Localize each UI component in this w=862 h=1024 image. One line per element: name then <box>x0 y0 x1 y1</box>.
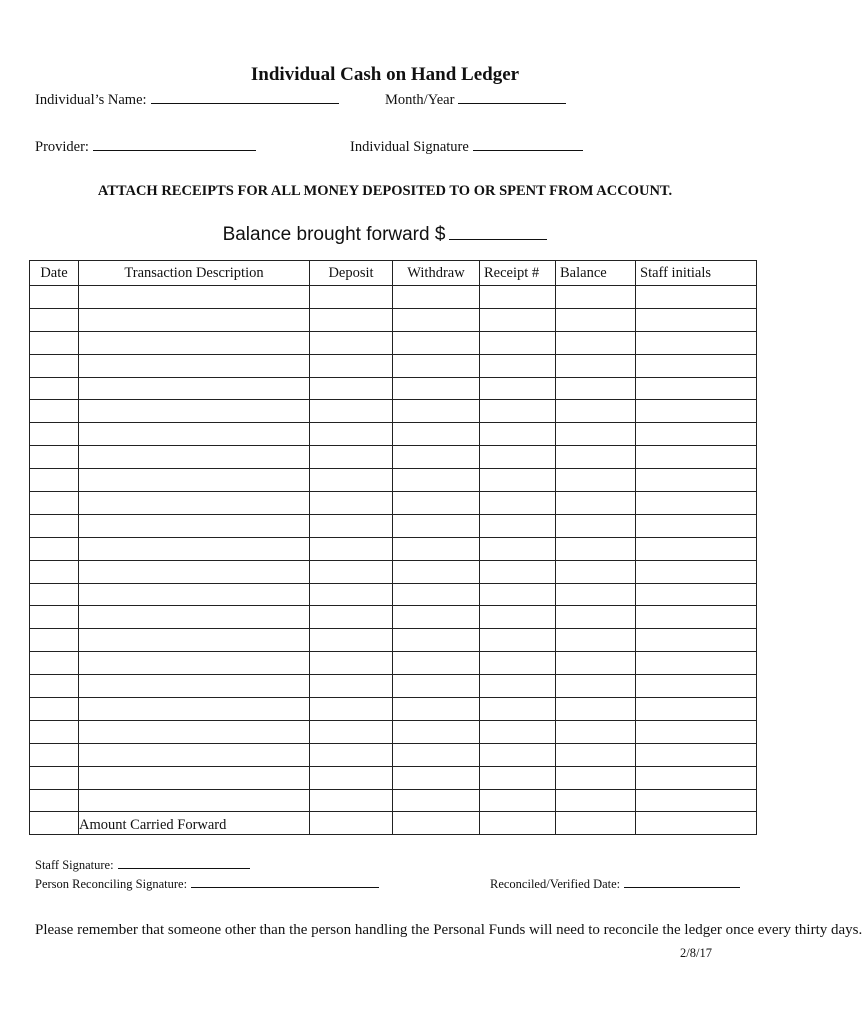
ledger-cell[interactable] <box>480 560 556 583</box>
individual-signature-input[interactable] <box>473 149 583 151</box>
ledger-cell[interactable] <box>30 698 79 721</box>
ledger-cell[interactable] <box>636 583 757 606</box>
carried-forward-row <box>30 812 757 835</box>
ledger-cell[interactable] <box>79 766 310 789</box>
carried-forward-cell[interactable] <box>636 812 757 835</box>
provider-field <box>35 139 256 156</box>
ledger-cell[interactable] <box>393 720 480 743</box>
ledger-cell[interactable] <box>556 446 636 469</box>
ledger-cell[interactable] <box>310 286 393 309</box>
ledger-cell[interactable] <box>556 377 636 400</box>
ledger-cell[interactable] <box>556 766 636 789</box>
table-row <box>30 629 757 652</box>
reconciled-date-input[interactable] <box>624 886 740 888</box>
ledger-cell[interactable] <box>30 423 79 446</box>
table-row <box>30 308 757 331</box>
ledger-cell[interactable] <box>480 537 556 560</box>
ledger-cell[interactable] <box>79 652 310 675</box>
ledger-cell[interactable] <box>310 789 393 812</box>
individual-name-label: Individual’s Name: <box>35 92 147 108</box>
person-reconciling-field <box>35 877 379 892</box>
table-row <box>30 698 757 721</box>
ledger-cell[interactable] <box>556 308 636 331</box>
month-year-input[interactable] <box>458 102 566 104</box>
table-row <box>30 606 757 629</box>
ledger-cell[interactable] <box>79 560 310 583</box>
ledger-cell[interactable] <box>30 377 79 400</box>
ledger-cell[interactable] <box>556 629 636 652</box>
provider-input[interactable] <box>93 149 256 151</box>
ledger-cell[interactable] <box>480 331 556 354</box>
ledger-cell[interactable] <box>393 331 480 354</box>
ledger-cell[interactable] <box>79 537 310 560</box>
ledger-cell[interactable] <box>30 766 79 789</box>
ledger-cell[interactable] <box>480 652 556 675</box>
staff-signature-label: Staff Signature: <box>35 858 114 872</box>
reconciled-date-label: Reconciled/Verified Date: <box>490 877 621 891</box>
ledger-cell[interactable] <box>79 308 310 331</box>
ledger-cell[interactable] <box>30 354 79 377</box>
provider-label: Provider: <box>35 139 89 155</box>
form-date: 2/8/17 <box>680 946 712 960</box>
ledger-cell[interactable] <box>480 354 556 377</box>
ledger-cell[interactable] <box>79 354 310 377</box>
table-row <box>30 583 757 606</box>
table-row <box>30 400 757 423</box>
individual-name-field <box>35 92 339 109</box>
ledger-cell[interactable] <box>79 583 310 606</box>
ledger-cell[interactable] <box>30 629 79 652</box>
header-transaction-description: Transaction Description <box>79 261 310 286</box>
ledger-cell[interactable] <box>480 583 556 606</box>
ledger-cell[interactable] <box>30 652 79 675</box>
ledger-cell[interactable] <box>636 308 757 331</box>
ledger-cell[interactable] <box>480 629 556 652</box>
ledger-cell[interactable] <box>310 377 393 400</box>
ledger-cell[interactable] <box>556 423 636 446</box>
ledger-cell[interactable] <box>30 514 79 537</box>
ledger-cell[interactable] <box>480 446 556 469</box>
ledger-table <box>29 260 757 835</box>
ledger-cell[interactable] <box>480 308 556 331</box>
amount-carried-forward-label: Amount Carried Forward <box>79 812 310 835</box>
ledger-cell[interactable] <box>480 606 556 629</box>
header-date: Date <box>30 261 79 286</box>
ledger-cell[interactable] <box>30 789 79 812</box>
ledger-cell[interactable] <box>30 400 79 423</box>
ledger-cell[interactable] <box>556 652 636 675</box>
ledger-cell[interactable] <box>636 469 757 492</box>
ledger-cell[interactable] <box>556 560 636 583</box>
ledger-cell[interactable] <box>30 446 79 469</box>
ledger-cell[interactable] <box>310 423 393 446</box>
ledger-cell[interactable] <box>480 720 556 743</box>
ledger-cell[interactable] <box>556 469 636 492</box>
table-row <box>30 377 757 400</box>
reconciled-date-field <box>490 877 740 892</box>
ledger-cell[interactable] <box>310 652 393 675</box>
header-withdraw: Withdraw <box>393 261 480 286</box>
carried-forward-cell[interactable] <box>556 812 636 835</box>
ledger-cell[interactable] <box>310 354 393 377</box>
ledger-cell[interactable] <box>79 469 310 492</box>
ledger-cell[interactable] <box>636 560 757 583</box>
ledger-cell[interactable] <box>310 308 393 331</box>
ledger-cell[interactable] <box>480 400 556 423</box>
individual-signature-label: Individual Signature <box>350 139 469 155</box>
staff-signature-field <box>35 858 250 873</box>
ledger-cell[interactable] <box>556 743 636 766</box>
ledger-cell[interactable] <box>310 583 393 606</box>
ledger-cell[interactable] <box>556 583 636 606</box>
individual-signature-field <box>350 139 583 156</box>
ledger-cell[interactable] <box>636 675 757 698</box>
ledger-cell[interactable] <box>636 652 757 675</box>
ledger-cell[interactable] <box>636 743 757 766</box>
ledger-cell[interactable] <box>636 537 757 560</box>
ledger-cell[interactable] <box>310 766 393 789</box>
ledger-cell[interactable] <box>636 766 757 789</box>
ledger-cell[interactable] <box>480 743 556 766</box>
ledger-cell[interactable] <box>393 652 480 675</box>
balance-forward-field <box>0 224 770 246</box>
ledger-cell[interactable] <box>79 629 310 652</box>
ledger-cell[interactable] <box>393 606 480 629</box>
ledger-cell[interactable] <box>636 331 757 354</box>
table-row <box>30 675 757 698</box>
ledger-cell[interactable] <box>30 743 79 766</box>
ledger-cell[interactable] <box>30 331 79 354</box>
ledger-cell[interactable] <box>393 583 480 606</box>
table-row <box>30 652 757 675</box>
reconcile-reminder: Please remember that someone other than the person handling the Personal Funds will need to reconcile the ledger once every thirty days. <box>35 922 862 938</box>
ledger-cell[interactable] <box>556 675 636 698</box>
ledger-cell[interactable] <box>393 743 480 766</box>
ledger-cell[interactable] <box>393 789 480 812</box>
ledger-cell[interactable] <box>393 629 480 652</box>
ledger-cell[interactable] <box>393 560 480 583</box>
ledger-cell[interactable] <box>480 423 556 446</box>
ledger-cell[interactable] <box>79 743 310 766</box>
ledger-cell[interactable] <box>310 331 393 354</box>
table-row <box>30 286 757 309</box>
ledger-cell[interactable] <box>556 789 636 812</box>
ledger-cell[interactable] <box>636 354 757 377</box>
ledger-cell[interactable] <box>79 720 310 743</box>
ledger-cell[interactable] <box>480 377 556 400</box>
ledger-cell[interactable] <box>79 675 310 698</box>
ledger-cell[interactable] <box>79 377 310 400</box>
ledger-cell[interactable] <box>556 400 636 423</box>
ledger-cell[interactable] <box>79 698 310 721</box>
ledger-cell[interactable] <box>30 469 79 492</box>
ledger-cell[interactable] <box>393 469 480 492</box>
ledger-cell[interactable] <box>393 308 480 331</box>
table-row <box>30 766 757 789</box>
ledger-cell[interactable] <box>636 606 757 629</box>
ledger-cell[interactable] <box>636 789 757 812</box>
ledger-cell[interactable] <box>556 354 636 377</box>
ledger-cell[interactable] <box>393 698 480 721</box>
ledger-cell[interactable] <box>30 606 79 629</box>
table-row <box>30 720 757 743</box>
table-row <box>30 492 757 515</box>
form-title: Individual Cash on Hand Ledger <box>250 64 520 85</box>
carried-forward-cell[interactable] <box>310 812 393 835</box>
ledger-cell[interactable] <box>480 766 556 789</box>
header-staff-initials: Staff initials <box>636 261 757 286</box>
header-balance: Balance <box>556 261 636 286</box>
ledger-cell[interactable] <box>310 743 393 766</box>
ledger-cell[interactable] <box>480 789 556 812</box>
ledger-cell[interactable] <box>636 423 757 446</box>
ledger-cell[interactable] <box>310 469 393 492</box>
ledger-cell[interactable] <box>30 308 79 331</box>
header-receipt-number: Receipt # <box>480 261 556 286</box>
ledger-cell[interactable] <box>393 354 480 377</box>
ledger-cell[interactable] <box>480 286 556 309</box>
ledger-cell[interactable] <box>79 423 310 446</box>
person-reconciling-input[interactable] <box>191 886 379 888</box>
ledger-cell[interactable] <box>636 720 757 743</box>
table-row <box>30 560 757 583</box>
ledger-cell[interactable] <box>310 514 393 537</box>
attach-receipts-notice: ATTACH RECEIPTS FOR ALL MONEY DEPOSITED TO OR SPENT FROM ACCOUNT. <box>97 183 673 199</box>
ledger-cell[interactable] <box>310 698 393 721</box>
ledger-cell[interactable] <box>310 606 393 629</box>
ledger-cell[interactable] <box>393 377 480 400</box>
ledger-cell[interactable] <box>79 400 310 423</box>
ledger-cell[interactable] <box>30 675 79 698</box>
ledger-cell[interactable] <box>30 492 79 515</box>
ledger-cell[interactable] <box>556 698 636 721</box>
carried-forward-cell[interactable] <box>393 812 480 835</box>
ledger-cell[interactable] <box>393 766 480 789</box>
table-row <box>30 446 757 469</box>
balance-forward-input[interactable] <box>449 238 547 240</box>
ledger-cell[interactable] <box>30 560 79 583</box>
ledger-cell[interactable] <box>310 629 393 652</box>
ledger-body <box>30 286 757 835</box>
balance-forward-label: Balance brought forward $ <box>222 224 446 245</box>
ledger-cell[interactable] <box>393 514 480 537</box>
ledger-cell[interactable] <box>310 675 393 698</box>
ledger-cell[interactable] <box>636 514 757 537</box>
staff-signature-input[interactable] <box>118 867 250 869</box>
ledger-cell[interactable] <box>79 789 310 812</box>
ledger-cell[interactable] <box>30 537 79 560</box>
table-row <box>30 469 757 492</box>
ledger-cell[interactable] <box>30 583 79 606</box>
person-reconciling-label: Person Reconciling Signature: <box>35 877 188 891</box>
ledger-cell[interactable] <box>310 492 393 515</box>
ledger-cell[interactable] <box>393 423 480 446</box>
ledger-cell[interactable] <box>556 606 636 629</box>
carried-forward-cell[interactable] <box>480 812 556 835</box>
month-year-field <box>385 92 566 109</box>
ledger-cell[interactable] <box>636 286 757 309</box>
header-deposit: Deposit <box>310 261 393 286</box>
month-year-label: Month/Year <box>385 92 455 108</box>
table-row <box>30 789 757 812</box>
ledger-cell[interactable] <box>79 286 310 309</box>
ledger-cell[interactable] <box>393 286 480 309</box>
ledger-header-row <box>30 261 757 286</box>
ledger-cell[interactable] <box>310 537 393 560</box>
ledger-cell[interactable] <box>79 331 310 354</box>
ledger-cell[interactable] <box>636 446 757 469</box>
ledger-cell[interactable] <box>556 492 636 515</box>
ledger-cell[interactable] <box>393 400 480 423</box>
ledger-cell[interactable] <box>393 446 480 469</box>
ledger-cell[interactable] <box>79 446 310 469</box>
ledger-cell[interactable] <box>79 606 310 629</box>
ledger-cell[interactable] <box>480 514 556 537</box>
ledger-cell[interactable] <box>310 400 393 423</box>
ledger-cell[interactable] <box>310 720 393 743</box>
ledger-cell[interactable] <box>393 492 480 515</box>
ledger-cell[interactable] <box>79 514 310 537</box>
table-row <box>30 743 757 766</box>
table-row <box>30 537 757 560</box>
table-row <box>30 354 757 377</box>
ledger-cell[interactable] <box>480 469 556 492</box>
ledger-cell[interactable] <box>556 537 636 560</box>
ledger-cell[interactable] <box>636 400 757 423</box>
ledger-cell[interactable] <box>310 446 393 469</box>
carried-forward-cell[interactable] <box>30 812 79 835</box>
table-row <box>30 331 757 354</box>
ledger-cell[interactable] <box>636 629 757 652</box>
ledger-cell[interactable] <box>393 675 480 698</box>
ledger-cell[interactable] <box>79 492 310 515</box>
ledger-cell[interactable] <box>480 492 556 515</box>
ledger-cell[interactable] <box>636 492 757 515</box>
ledger-cell[interactable] <box>480 698 556 721</box>
ledger-cell[interactable] <box>556 286 636 309</box>
ledger-cell[interactable] <box>636 698 757 721</box>
table-row <box>30 423 757 446</box>
ledger-cell[interactable] <box>310 560 393 583</box>
ledger-cell[interactable] <box>556 720 636 743</box>
ledger-cell[interactable] <box>480 675 556 698</box>
ledger-cell[interactable] <box>636 377 757 400</box>
ledger-cell[interactable] <box>393 537 480 560</box>
ledger-cell[interactable] <box>30 720 79 743</box>
ledger-cell[interactable] <box>556 331 636 354</box>
table-row <box>30 514 757 537</box>
individual-name-input[interactable] <box>151 102 339 104</box>
ledger-cell[interactable] <box>30 286 79 309</box>
ledger-cell[interactable] <box>556 514 636 537</box>
